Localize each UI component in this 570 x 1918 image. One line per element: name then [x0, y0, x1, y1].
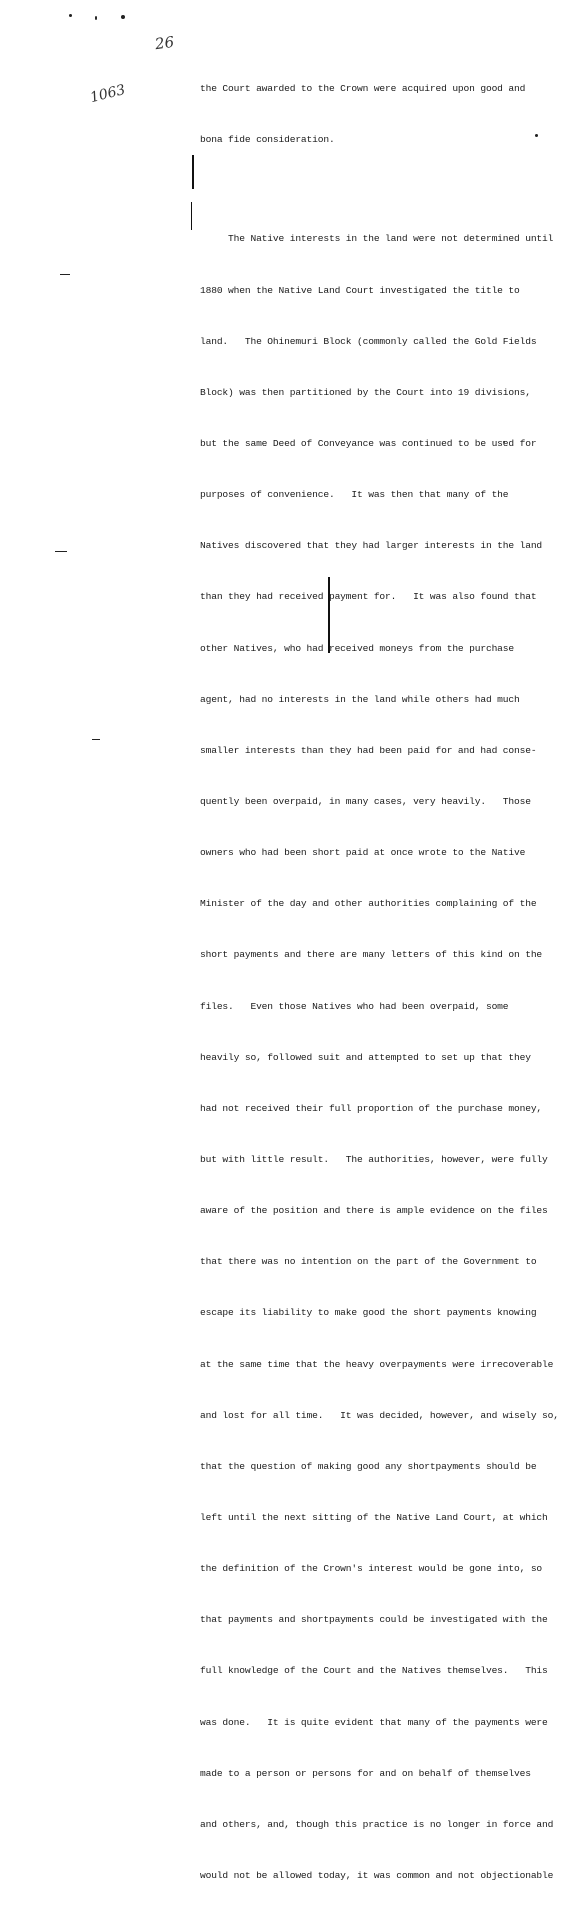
text-line: and lost for all time. It was decided, however, and wisely so,: [200, 1409, 559, 1421]
text-line: the Court awarded to the Crown were acquired upon good and: [200, 83, 526, 95]
scan-speck: [95, 16, 97, 20]
text-line: files. Even those Natives who had been overpaid, some: [200, 1000, 509, 1012]
text-line: agent, had no interests in the land while others had much: [200, 693, 520, 705]
text-line: Block) was then partitioned by the Court into 19 divisions,: [200, 386, 531, 398]
margin-mark: [60, 274, 70, 275]
text-line: the definition of the Crown's interest would be gone into, so: [200, 1563, 543, 1575]
text-line: that payments and shortpayments could be investigated with the: [200, 1614, 548, 1626]
margin-rule: [191, 202, 192, 230]
text-line: short payments and there are many letters of this kind on the: [200, 949, 543, 961]
text-line: was done. It is quite evident that many of the payments were: [200, 1716, 548, 1728]
text-line: but the same Deed of Conveyance was continued to be used for: [200, 438, 537, 450]
margin-rule: [192, 155, 194, 189]
text-line: and others, and, though this practice is no longer in force and: [200, 1818, 554, 1830]
text-line: would not be allowed today, it was common and not objectionable: [200, 1869, 554, 1881]
scan-speck: [121, 15, 125, 19]
scan-speck: [69, 14, 72, 17]
text-line: aware of the position and there is ample evidence on the files: [200, 1205, 548, 1217]
text-line: The Native interests in the land were not determined until: [200, 233, 554, 245]
margin-mark: [92, 739, 100, 740]
text-line: full knowledge of the Court and the Natives themselves. This: [200, 1665, 548, 1677]
text-line: had not received their full proportion of the purchase money,: [200, 1102, 543, 1114]
text-line: quently been overpaid, in many cases, very heavily. Those: [200, 796, 531, 808]
text-line: heavily so, followed suit and attempted to set up that they: [200, 1051, 531, 1063]
text-line: smaller interests than they had been paid for and had conse-: [200, 744, 537, 756]
text-line: that there was no intention on the part of the Government to: [200, 1256, 537, 1268]
text-line: purposes of convenience. It was then that many of the: [200, 489, 509, 501]
margin-mark: [55, 551, 67, 552]
handwritten-page-number: 26: [153, 32, 176, 54]
text-line: that the question of making good any shortpayments should be: [200, 1460, 537, 1472]
text-line: land. The Ohinemuri Block (commonly called the Gold Fields: [200, 335, 537, 347]
text-line: other Natives, who had received moneys from the purchase: [200, 642, 515, 654]
text-line: made to a person or persons for and on behalf of themselves: [200, 1767, 531, 1779]
paragraph-gap: [200, 182, 568, 196]
text-line: but with little result. The authorities, however, were fully: [200, 1154, 548, 1165]
text-line: at the same time that the heavy overpayments were irrecoverable: [200, 1358, 554, 1370]
handwritten-margin-number: 1063: [88, 81, 128, 107]
text-line: 1880 when the Native Land Court investigated the title to: [200, 284, 520, 296]
text-line: Minister of the day and other authorities complaining of the: [200, 898, 537, 910]
text-line: bona fide consideration.: [200, 134, 335, 146]
text-line: escape its liability to make good the short payments knowing: [200, 1307, 537, 1319]
text-line: Natives discovered that they had larger interests in the land: [200, 540, 543, 552]
body-text: [200, 46, 568, 1918]
text-line: owners who had been short paid at once wrote to the Native: [200, 847, 526, 859]
text-line: left until the next sitting of the Native Land Court, at which: [200, 1511, 548, 1523]
text-line: than they had received payment for. It was also found that: [200, 591, 537, 603]
